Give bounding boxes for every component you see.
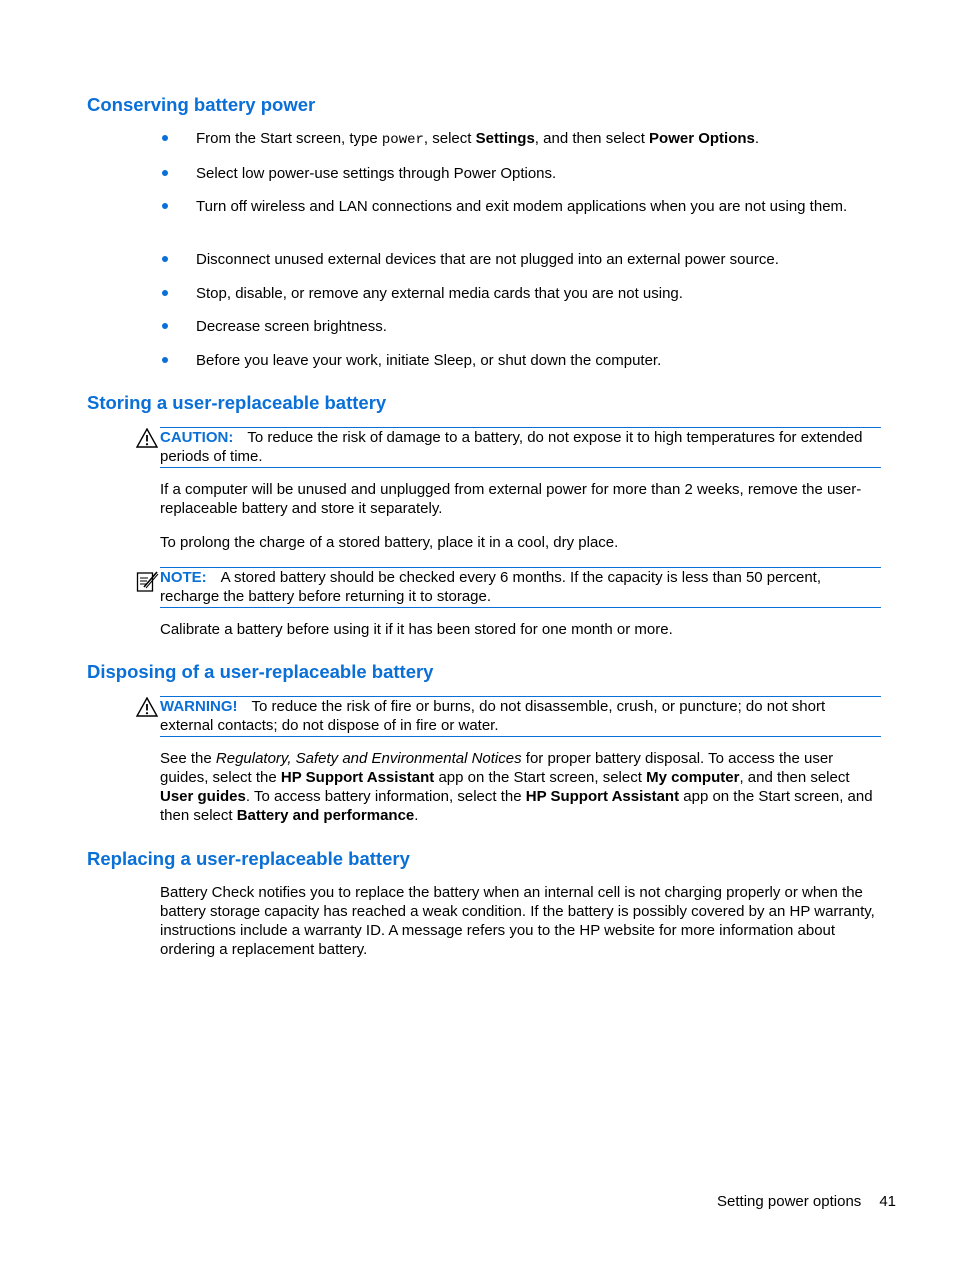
disposing-paragraph: See the Regulatory, Safety and Environmental Notices for proper battery disposal. To access the user guides, select the HP Support Assistant app on the Start screen, select My computer, and then select User guides. To access battery information, select the HP Support Assistant app on the Start screen, and then select Battery and performance. bbox=[160, 750, 873, 824]
caution-notice bbox=[160, 427, 881, 468]
warning-notice bbox=[160, 696, 881, 737]
note-notice bbox=[160, 567, 881, 608]
note-pencil-icon bbox=[136, 569, 160, 598]
page-footer bbox=[717, 1192, 896, 1211]
bullet-icon bbox=[162, 170, 168, 176]
list-item: Disconnect unused external devices that are not plugged into an external power source. bbox=[160, 250, 880, 269]
list-item: Stop, disable, or remove any external media cards that you are not using. bbox=[160, 284, 880, 303]
heading-replacing-battery: Replacing a user-replaceable battery bbox=[87, 848, 410, 869]
list-item: Before you leave your work, initiate Sleep, or shut down the computer. bbox=[160, 351, 880, 370]
warning-text: To reduce the risk of fire or burns, do not disassemble, crush, or puncture; do not short external contacts; do not dispose of in fire or water. bbox=[160, 698, 826, 734]
storing-paragraph-1: If a computer will be unused and unplugged from external power for more than 2 weeks, remove the user-replaceable battery and store it separately. bbox=[160, 481, 862, 517]
list-item: From the Start screen, type power, select Settings, and then select Power Options. bbox=[160, 129, 880, 148]
conserving-bullet-list-7 bbox=[160, 351, 880, 370]
footer-section-title: Setting power options bbox=[717, 1193, 862, 1210]
conserving-bullet-list-4 bbox=[160, 250, 880, 269]
storing-paragraph-2: To prolong the charge of a stored battery, place it in a cool, dry place. bbox=[160, 534, 619, 551]
bullet-icon bbox=[162, 323, 168, 329]
bullet-icon bbox=[162, 256, 168, 262]
replacing-paragraph: Battery Check notifies you to replace the battery when an internal cell is not charging properly or when the battery storage capacity has reached a weak condition. If the battery is possibly covered by an HP warranty, instructions include a warranty ID. A message refers you to the HP website for more information about ordering a replacement battery. bbox=[160, 884, 875, 958]
caution-text: To reduce the risk of damage to a battery, do not expose it to high temperatures for extended periods of time. bbox=[160, 429, 863, 465]
warning-label: WARNING! bbox=[160, 698, 238, 715]
note-text: A stored battery should be checked every 6 months. If the capacity is less than 50 percent, recharge the battery before returning it to storage. bbox=[160, 569, 822, 605]
conserving-bullet-list-6 bbox=[160, 317, 880, 336]
list-item: Decrease screen brightness. bbox=[160, 317, 880, 336]
storing-paragraph-3: Calibrate a battery before using it if it has been stored for one month or more. bbox=[160, 621, 673, 638]
bullet-icon bbox=[162, 203, 168, 209]
heading-conserving-battery-power: Conserving battery power bbox=[87, 94, 316, 115]
heading-disposing-battery: Disposing of a user-replaceable battery bbox=[87, 661, 434, 682]
conserving-bullet-list-5 bbox=[160, 284, 880, 303]
heading-storing-battery: Storing a user-replaceable battery bbox=[87, 392, 387, 413]
list-item: Select low power-use settings through Power Options. bbox=[160, 164, 880, 183]
conserving-bullet-list-3 bbox=[160, 197, 880, 216]
page-number: 41 bbox=[879, 1193, 896, 1210]
bullet-icon bbox=[162, 135, 168, 141]
bullet-icon bbox=[162, 290, 168, 296]
list-item: Turn off wireless and LAN connections and exit modem applications when you are not using them. bbox=[160, 197, 880, 216]
warning-triangle-icon bbox=[136, 428, 158, 453]
bullet-icon bbox=[162, 357, 168, 363]
code-text: power bbox=[381, 132, 424, 148]
warning-triangle-icon bbox=[136, 697, 158, 722]
caution-label: CAUTION: bbox=[160, 429, 234, 446]
note-label: NOTE: bbox=[160, 569, 207, 586]
conserving-bullet-list bbox=[160, 129, 880, 148]
conserving-bullet-list-2 bbox=[160, 164, 880, 183]
